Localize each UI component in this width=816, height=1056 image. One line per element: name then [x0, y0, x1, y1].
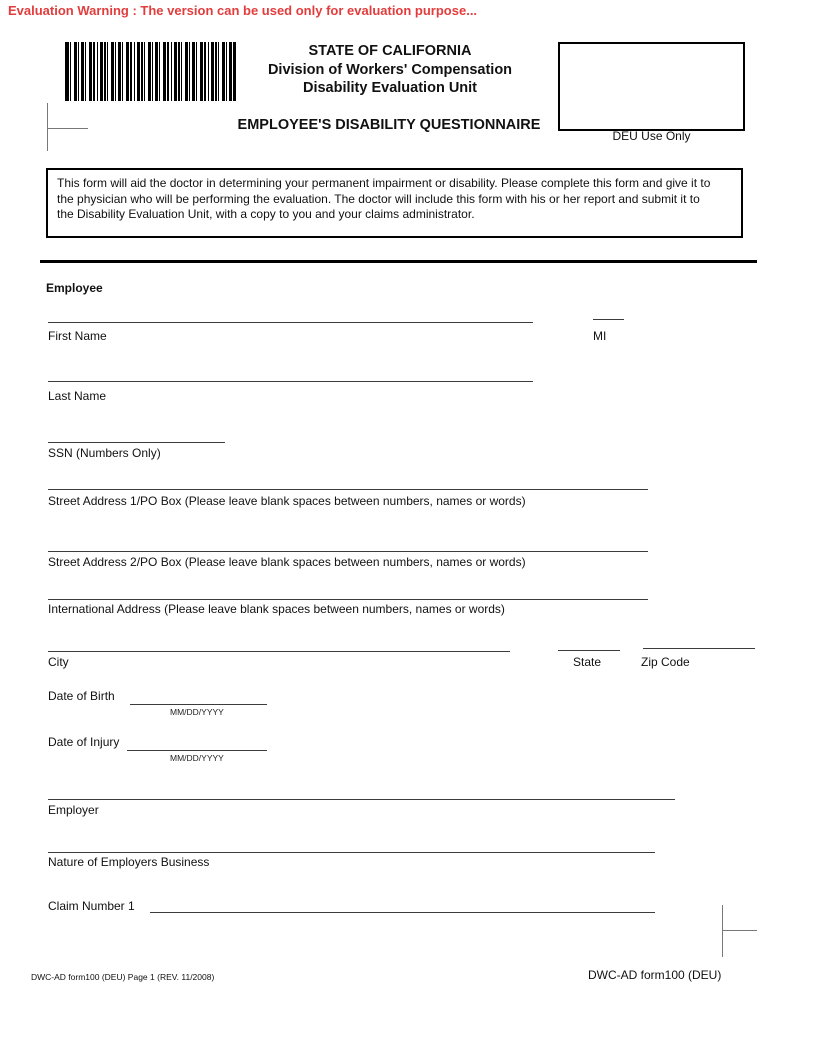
- first-name-field[interactable]: [48, 322, 533, 323]
- state-field[interactable]: [558, 650, 620, 651]
- claim-number-1-label: Claim Number 1: [48, 899, 135, 913]
- employer-business-field[interactable]: [48, 852, 655, 853]
- footer-form-number-left: DWC-AD form100 (DEU) Page 1 (REV. 11/2008): [31, 972, 215, 982]
- evaluation-warning-text: Evaluation Warning : The version can be used only for evaluation purpose...: [8, 3, 478, 18]
- date-of-injury-field[interactable]: [127, 750, 267, 751]
- footer-form-number-right: DWC-AD form100 (DEU): [588, 968, 722, 982]
- date-of-injury-format-hint: MM/DD/YYYY: [170, 753, 224, 763]
- registration-mark-left-vertical: [47, 103, 48, 151]
- street-address-2-field[interactable]: [48, 551, 648, 552]
- registration-mark-left-horizontal: [47, 128, 88, 129]
- date-of-birth-label: Date of Birth: [48, 689, 115, 703]
- employer-field[interactable]: [48, 799, 675, 800]
- middle-initial-label: MI: [593, 329, 607, 343]
- deu-use-only-label: DEU Use Only: [612, 129, 691, 143]
- state-label: State: [573, 655, 602, 669]
- zip-code-label: Zip Code: [641, 655, 690, 669]
- first-name-label: First Name: [48, 329, 107, 343]
- last-name-field[interactable]: [48, 381, 533, 382]
- ssn-field[interactable]: [48, 442, 225, 443]
- agency-line-1: STATE OF CALIFORNIA: [308, 43, 472, 59]
- street-address-1-label: Street Address 1/PO Box (Please leave blank spaces between numbers, names or words): [48, 494, 526, 508]
- employee-section-heading: Employee: [46, 281, 103, 295]
- registration-mark-right-vertical: [722, 905, 723, 957]
- agency-line-2: Division of Workers' Compensation: [267, 61, 513, 78]
- claim-number-1-field[interactable]: [150, 912, 655, 913]
- last-name-label: Last Name: [48, 389, 107, 403]
- international-address-field[interactable]: [48, 599, 648, 600]
- city-field[interactable]: [48, 651, 510, 652]
- registration-mark-right-horizontal: [722, 930, 757, 931]
- international-address-label: International Address (Please leave blank spaces between numbers, names or words): [48, 602, 505, 616]
- instructions-text: This form will aid the doctor in determining your permanent impairment or disability. Please complete this form and give it to the physician who will be performing the evaluation. The doctor will include this form with his or her report and submit it to the Disability Evaluation Unit, with a copy to you and your claims administrator.: [57, 176, 711, 221]
- ssn-label: SSN (Numbers Only): [48, 446, 161, 460]
- employer-label: Employer: [48, 803, 99, 817]
- date-of-birth-field[interactable]: [130, 704, 267, 705]
- street-address-1-field[interactable]: [48, 489, 648, 490]
- date-of-injury-label: Date of Injury: [48, 735, 120, 749]
- agency-line-3: Disability Evaluation Unit: [302, 80, 478, 96]
- barcode-icon: [65, 42, 236, 101]
- city-label: City: [48, 655, 69, 669]
- employer-business-label: Nature of Employers Business: [48, 855, 210, 869]
- middle-initial-field[interactable]: [593, 319, 624, 320]
- deu-use-only-box: [558, 42, 745, 131]
- form-title: EMPLOYEE'S DISABILITY QUESTIONNAIRE: [237, 117, 541, 133]
- agency-header: [240, 42, 540, 98]
- zip-code-field[interactable]: [643, 648, 755, 649]
- section-divider: [40, 260, 757, 263]
- date-of-birth-format-hint: MM/DD/YYYY: [170, 707, 224, 717]
- street-address-2-label: Street Address 2/PO Box (Please leave blank spaces between numbers, names or words): [48, 555, 526, 569]
- instructions-box: [46, 168, 743, 238]
